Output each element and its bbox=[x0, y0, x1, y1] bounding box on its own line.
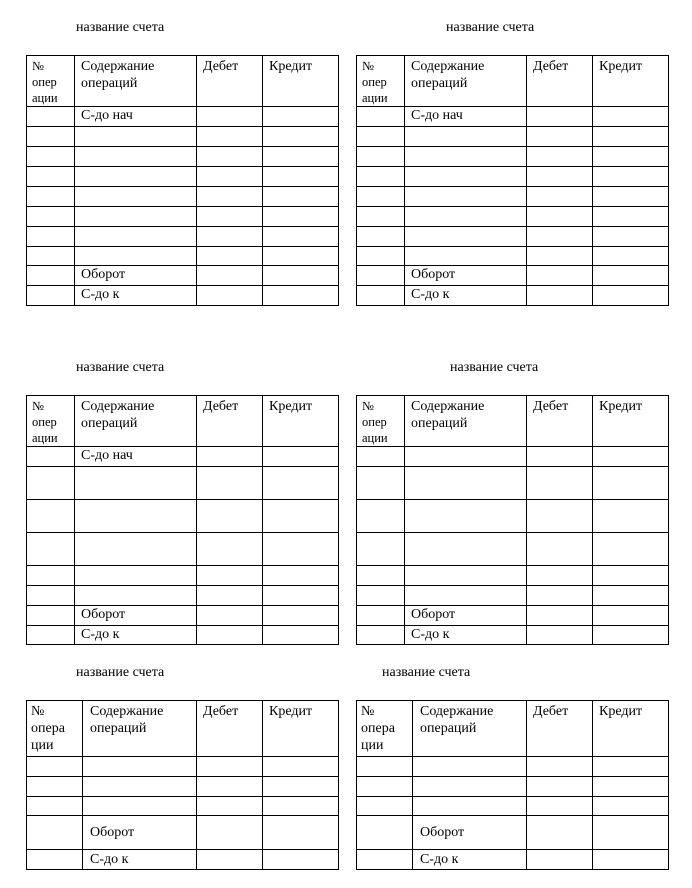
credit-cell bbox=[593, 797, 669, 816]
debit-cell bbox=[197, 500, 263, 533]
debit-header: Дебет bbox=[527, 396, 593, 447]
operation-number-cell bbox=[357, 207, 405, 227]
content-cell bbox=[405, 447, 527, 467]
content-cell bbox=[75, 533, 197, 566]
content-cell bbox=[405, 500, 527, 533]
debit-cell bbox=[527, 167, 593, 187]
operation-number-cell bbox=[27, 757, 83, 777]
content-header: Содержание операций bbox=[405, 56, 527, 107]
table-row bbox=[357, 797, 669, 816]
table-row bbox=[357, 147, 669, 167]
content-cell bbox=[413, 797, 527, 816]
debit-cell bbox=[197, 127, 263, 147]
credit-cell bbox=[593, 777, 669, 797]
table-row bbox=[27, 777, 339, 797]
operation-number-cell bbox=[357, 167, 405, 187]
debit-cell bbox=[197, 266, 263, 286]
turnover-label: Оборот bbox=[405, 266, 527, 286]
credit-cell bbox=[593, 447, 669, 467]
debit-cell bbox=[527, 266, 593, 286]
debit-cell bbox=[527, 850, 593, 870]
debit-cell bbox=[527, 606, 593, 626]
table-row bbox=[357, 266, 669, 286]
operation-number-cell bbox=[357, 816, 413, 850]
operation-number-cell bbox=[357, 227, 405, 247]
number-sign: № bbox=[361, 704, 375, 719]
operation-number-header bbox=[27, 56, 75, 107]
operation-number-cell bbox=[357, 107, 405, 127]
credit-cell bbox=[263, 207, 339, 227]
content-cell bbox=[83, 757, 197, 777]
debit-cell bbox=[197, 777, 263, 797]
number-header-line: опер bbox=[362, 415, 387, 429]
account-table bbox=[26, 700, 339, 870]
content-cell bbox=[75, 467, 197, 500]
credit-cell bbox=[263, 167, 339, 187]
operation-number-cell bbox=[357, 286, 405, 306]
table-row bbox=[27, 266, 339, 286]
opening-balance-label: С-до нач bbox=[405, 107, 527, 127]
credit-cell bbox=[263, 533, 339, 566]
credit-cell bbox=[263, 447, 339, 467]
closing-balance-label: С-до к bbox=[413, 850, 527, 870]
number-header-line: опера bbox=[361, 721, 395, 736]
number-sign: № bbox=[32, 399, 44, 413]
account-table bbox=[356, 700, 669, 870]
closing-balance-label: С-до к bbox=[83, 850, 197, 870]
debit-cell bbox=[527, 797, 593, 816]
credit-cell bbox=[593, 187, 669, 207]
operation-number-cell bbox=[27, 566, 75, 586]
debit-cell bbox=[197, 286, 263, 306]
credit-cell bbox=[263, 286, 339, 306]
table-row bbox=[357, 533, 669, 566]
debit-cell bbox=[527, 107, 593, 127]
table-header-row bbox=[357, 56, 669, 107]
account-title: название счета bbox=[446, 20, 535, 35]
operation-number-cell bbox=[357, 586, 405, 606]
credit-cell bbox=[263, 797, 339, 816]
debit-cell bbox=[527, 626, 593, 645]
operation-number-header bbox=[27, 396, 75, 447]
credit-header: Кредит bbox=[263, 56, 339, 107]
number-header-line: ации bbox=[362, 431, 388, 445]
table-row bbox=[27, 467, 339, 500]
content-cell bbox=[405, 147, 527, 167]
table-row bbox=[27, 127, 339, 147]
debit-cell bbox=[197, 757, 263, 777]
content-cell bbox=[75, 187, 197, 207]
operation-number-cell bbox=[27, 467, 75, 500]
debit-cell bbox=[527, 447, 593, 467]
operation-number-cell bbox=[357, 850, 413, 870]
account-table bbox=[356, 395, 669, 645]
operation-number-cell bbox=[357, 797, 413, 816]
credit-cell bbox=[263, 566, 339, 586]
table-row bbox=[357, 127, 669, 147]
operation-number-cell bbox=[27, 207, 75, 227]
credit-cell bbox=[593, 816, 669, 850]
content-cell bbox=[405, 247, 527, 266]
content-cell bbox=[405, 566, 527, 586]
content-cell bbox=[75, 147, 197, 167]
number-header-line: ции bbox=[361, 738, 384, 753]
table-row bbox=[27, 227, 339, 247]
operation-number-cell bbox=[27, 816, 83, 850]
credit-cell bbox=[593, 286, 669, 306]
table-row bbox=[27, 147, 339, 167]
turnover-label: Оборот bbox=[75, 606, 197, 626]
debit-cell bbox=[197, 566, 263, 586]
number-header-line: ации bbox=[32, 91, 58, 105]
credit-header: Кредит bbox=[593, 56, 669, 107]
content-cell bbox=[75, 500, 197, 533]
number-header-line: ации bbox=[32, 431, 58, 445]
debit-cell bbox=[197, 816, 263, 850]
debit-cell bbox=[527, 247, 593, 266]
table-row bbox=[27, 447, 339, 467]
operation-number-cell bbox=[27, 187, 75, 207]
credit-cell bbox=[263, 107, 339, 127]
table-header-row bbox=[357, 396, 669, 447]
debit-cell bbox=[527, 127, 593, 147]
table-row bbox=[27, 850, 339, 870]
credit-cell bbox=[263, 850, 339, 870]
operation-number-cell bbox=[357, 500, 405, 533]
debit-cell bbox=[527, 816, 593, 850]
credit-cell bbox=[263, 266, 339, 286]
table-header-row bbox=[27, 396, 339, 447]
debit-header: Дебет bbox=[197, 396, 263, 447]
operation-number-cell bbox=[357, 247, 405, 266]
table-row bbox=[357, 467, 669, 500]
operation-number-cell bbox=[27, 447, 75, 467]
table-row bbox=[357, 107, 669, 127]
operation-number-cell bbox=[27, 147, 75, 167]
credit-cell bbox=[593, 757, 669, 777]
credit-cell bbox=[263, 500, 339, 533]
debit-cell bbox=[197, 167, 263, 187]
credit-cell bbox=[263, 127, 339, 147]
content-cell bbox=[413, 757, 527, 777]
closing-balance-label: С-до к bbox=[75, 626, 197, 645]
table-row bbox=[357, 500, 669, 533]
credit-cell bbox=[263, 757, 339, 777]
table-row bbox=[357, 286, 669, 306]
debit-cell bbox=[197, 247, 263, 266]
content-cell bbox=[75, 167, 197, 187]
table-row bbox=[27, 207, 339, 227]
table-row bbox=[357, 167, 669, 187]
table-row bbox=[357, 187, 669, 207]
operation-number-cell bbox=[27, 586, 75, 606]
debit-cell bbox=[527, 777, 593, 797]
credit-cell bbox=[593, 167, 669, 187]
operation-number-cell bbox=[27, 797, 83, 816]
table-row bbox=[357, 447, 669, 467]
credit-cell bbox=[263, 606, 339, 626]
debit-cell bbox=[197, 850, 263, 870]
debit-cell bbox=[527, 467, 593, 500]
account-table bbox=[26, 395, 339, 645]
debit-cell bbox=[197, 207, 263, 227]
operation-number-cell bbox=[27, 777, 83, 797]
table-row bbox=[27, 107, 339, 127]
table-row bbox=[357, 247, 669, 266]
number-header-line: опер bbox=[32, 75, 57, 89]
content-cell bbox=[405, 586, 527, 606]
operation-number-cell bbox=[27, 167, 75, 187]
credit-cell bbox=[593, 606, 669, 626]
operation-number-cell bbox=[357, 447, 405, 467]
content-cell bbox=[405, 127, 527, 147]
operation-number-cell bbox=[27, 107, 75, 127]
table-row bbox=[27, 187, 339, 207]
number-header-line: ции bbox=[31, 738, 54, 753]
debit-cell bbox=[527, 147, 593, 167]
account-title: название счета bbox=[382, 665, 471, 680]
table-row bbox=[27, 586, 339, 606]
credit-header: Кредит bbox=[263, 701, 339, 757]
table-row bbox=[357, 757, 669, 777]
credit-cell bbox=[593, 626, 669, 645]
credit-cell bbox=[593, 266, 669, 286]
content-cell bbox=[75, 247, 197, 266]
account-title: название счета bbox=[76, 360, 165, 375]
table-row bbox=[27, 816, 339, 850]
number-header-line: ации bbox=[362, 91, 388, 105]
content-header: Содержание операций bbox=[83, 701, 197, 757]
table-header-row bbox=[357, 701, 669, 757]
credit-cell bbox=[593, 586, 669, 606]
debit-cell bbox=[197, 107, 263, 127]
closing-balance-label: С-до к bbox=[75, 286, 197, 306]
table-row bbox=[27, 757, 339, 777]
table-header-row bbox=[27, 701, 339, 757]
debit-cell bbox=[527, 757, 593, 777]
operation-number-header bbox=[357, 56, 405, 107]
credit-cell bbox=[593, 566, 669, 586]
table-header-row bbox=[27, 56, 339, 107]
debit-header: Дебет bbox=[197, 701, 263, 757]
operation-number-cell bbox=[357, 777, 413, 797]
debit-cell bbox=[527, 566, 593, 586]
operation-number-header bbox=[27, 701, 83, 757]
debit-cell bbox=[527, 227, 593, 247]
content-cell bbox=[405, 533, 527, 566]
debit-cell bbox=[197, 147, 263, 167]
table-row bbox=[357, 227, 669, 247]
content-cell bbox=[75, 207, 197, 227]
content-cell bbox=[83, 777, 197, 797]
account-title: название счета bbox=[76, 20, 165, 35]
content-cell bbox=[83, 797, 197, 816]
content-cell bbox=[405, 167, 527, 187]
credit-header: Кредит bbox=[263, 396, 339, 447]
table-row bbox=[27, 167, 339, 187]
table-row bbox=[27, 247, 339, 266]
closing-balance-label: С-до к bbox=[405, 626, 527, 645]
debit-cell bbox=[527, 533, 593, 566]
content-cell bbox=[405, 467, 527, 500]
table-row bbox=[27, 626, 339, 645]
credit-cell bbox=[593, 500, 669, 533]
operation-number-cell bbox=[27, 127, 75, 147]
table-row bbox=[357, 626, 669, 645]
content-cell bbox=[75, 586, 197, 606]
debit-cell bbox=[197, 467, 263, 500]
debit-cell bbox=[197, 187, 263, 207]
operation-number-cell bbox=[27, 606, 75, 626]
operation-number-cell bbox=[357, 566, 405, 586]
table-row bbox=[27, 566, 339, 586]
credit-cell bbox=[263, 626, 339, 645]
credit-cell bbox=[593, 127, 669, 147]
debit-cell bbox=[197, 797, 263, 816]
number-sign: № bbox=[31, 704, 45, 719]
debit-cell bbox=[527, 286, 593, 306]
turnover-label: Оборот bbox=[75, 266, 197, 286]
operation-number-cell bbox=[357, 187, 405, 207]
operation-number-cell bbox=[27, 286, 75, 306]
turnover-label: Оборот bbox=[83, 816, 197, 850]
content-cell bbox=[413, 777, 527, 797]
table-row bbox=[357, 850, 669, 870]
table-row bbox=[357, 566, 669, 586]
credit-cell bbox=[263, 586, 339, 606]
content-header: Содержание операций bbox=[413, 701, 527, 757]
content-cell bbox=[405, 227, 527, 247]
operation-number-cell bbox=[357, 606, 405, 626]
operation-number-cell bbox=[27, 227, 75, 247]
account-title: название счета bbox=[450, 360, 539, 375]
operation-number-cell bbox=[357, 127, 405, 147]
content-cell bbox=[405, 187, 527, 207]
content-cell bbox=[75, 566, 197, 586]
operation-number-cell bbox=[27, 533, 75, 566]
debit-cell bbox=[527, 586, 593, 606]
account-table bbox=[356, 55, 669, 306]
number-header-line: опер bbox=[32, 415, 57, 429]
debit-header: Дебет bbox=[527, 56, 593, 107]
number-sign: № bbox=[32, 59, 44, 73]
account-title: название счета bbox=[76, 665, 165, 680]
credit-cell bbox=[593, 207, 669, 227]
operation-number-cell bbox=[27, 500, 75, 533]
operation-number-cell bbox=[357, 266, 405, 286]
credit-cell bbox=[593, 467, 669, 500]
debit-cell bbox=[197, 586, 263, 606]
credit-cell bbox=[263, 777, 339, 797]
credit-cell bbox=[263, 816, 339, 850]
credit-cell bbox=[263, 247, 339, 266]
opening-balance-label: С-до нач bbox=[75, 107, 197, 127]
table-row bbox=[357, 777, 669, 797]
closing-balance-label: С-до к bbox=[405, 286, 527, 306]
credit-cell bbox=[263, 227, 339, 247]
table-row bbox=[357, 606, 669, 626]
content-header: Содержание операций bbox=[405, 396, 527, 447]
number-header-line: опер bbox=[362, 75, 387, 89]
operation-number-cell bbox=[27, 247, 75, 266]
table-row bbox=[357, 586, 669, 606]
table-row bbox=[27, 500, 339, 533]
credit-cell bbox=[263, 187, 339, 207]
debit-cell bbox=[197, 227, 263, 247]
debit-cell bbox=[197, 606, 263, 626]
table-row bbox=[27, 286, 339, 306]
content-header: Содержание операций bbox=[75, 396, 197, 447]
debit-header: Дебет bbox=[197, 56, 263, 107]
table-row bbox=[357, 816, 669, 850]
table-row bbox=[27, 533, 339, 566]
credit-cell bbox=[593, 247, 669, 266]
credit-cell bbox=[593, 850, 669, 870]
credit-header: Кредит bbox=[593, 701, 669, 757]
operation-number-cell bbox=[357, 626, 405, 645]
operation-number-cell bbox=[357, 757, 413, 777]
content-cell bbox=[75, 227, 197, 247]
operation-number-cell bbox=[27, 850, 83, 870]
table-row bbox=[27, 606, 339, 626]
operation-number-cell bbox=[27, 266, 75, 286]
number-sign: № bbox=[362, 59, 374, 73]
operation-number-cell bbox=[357, 533, 405, 566]
debit-cell bbox=[527, 207, 593, 227]
number-sign: № bbox=[362, 399, 374, 413]
credit-cell bbox=[593, 533, 669, 566]
account-table bbox=[26, 55, 339, 306]
credit-cell bbox=[593, 147, 669, 167]
debit-header: Дебет bbox=[527, 701, 593, 757]
turnover-label: Оборот bbox=[405, 606, 527, 626]
credit-cell bbox=[593, 107, 669, 127]
operation-number-cell bbox=[27, 626, 75, 645]
opening-balance-label: С-до нач bbox=[75, 447, 197, 467]
content-cell bbox=[405, 207, 527, 227]
debit-cell bbox=[197, 626, 263, 645]
credit-cell bbox=[593, 227, 669, 247]
credit-cell bbox=[263, 467, 339, 500]
debit-cell bbox=[527, 187, 593, 207]
credit-header: Кредит bbox=[593, 396, 669, 447]
operation-number-header bbox=[357, 396, 405, 447]
debit-cell bbox=[197, 447, 263, 467]
turnover-label: Оборот bbox=[413, 816, 527, 850]
credit-cell bbox=[263, 147, 339, 167]
table-row bbox=[357, 207, 669, 227]
operation-number-header bbox=[357, 701, 413, 757]
number-header-line: опера bbox=[31, 721, 65, 736]
operation-number-cell bbox=[357, 467, 405, 500]
debit-cell bbox=[197, 533, 263, 566]
debit-cell bbox=[527, 500, 593, 533]
content-header: Содержание операций bbox=[75, 56, 197, 107]
table-row bbox=[27, 797, 339, 816]
content-cell bbox=[75, 127, 197, 147]
operation-number-cell bbox=[357, 147, 405, 167]
